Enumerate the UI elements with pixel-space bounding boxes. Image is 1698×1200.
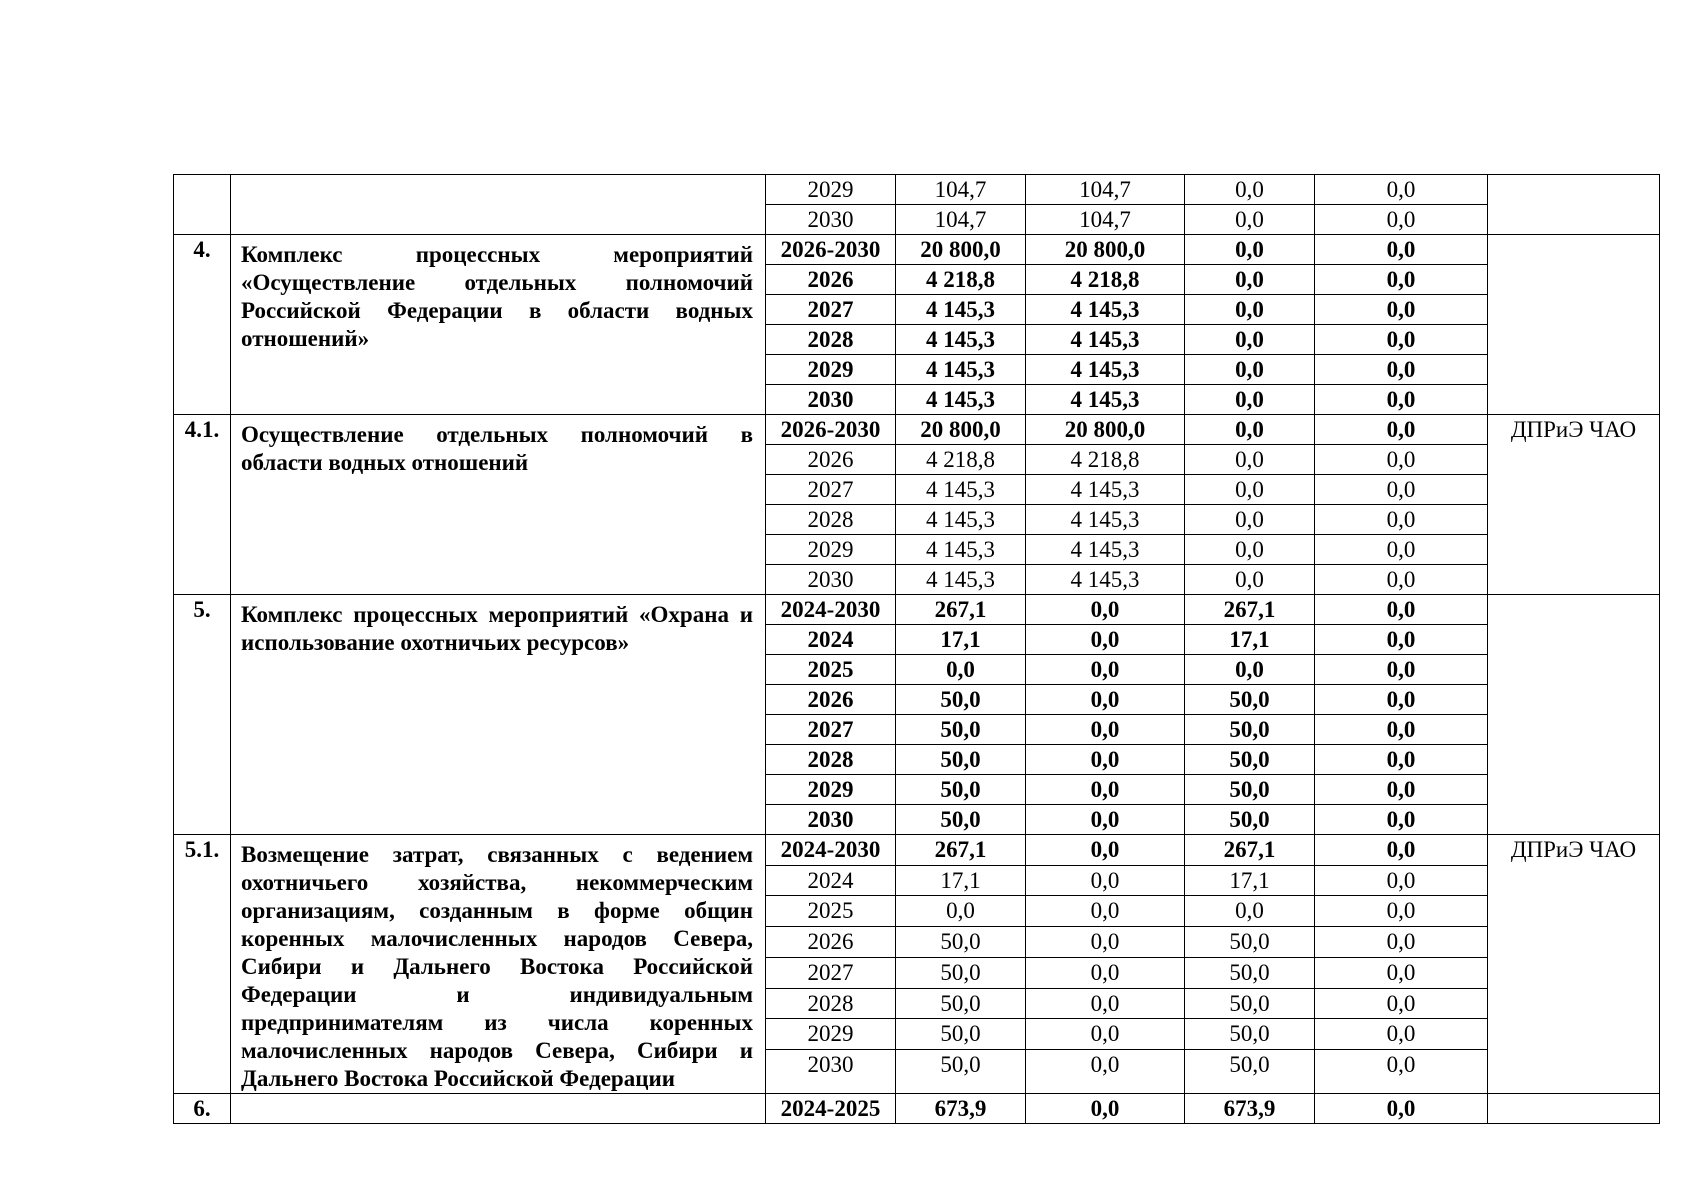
year-cell: 2024-2030 (766, 835, 896, 866)
regional-budget-cell: 0,0 (1185, 475, 1315, 505)
other-sources-cell: 0,0 (1315, 1049, 1488, 1093)
other-sources-cell: 0,0 (1315, 957, 1488, 988)
total-cell: 50,0 (896, 927, 1026, 958)
year-cell: 2029 (766, 535, 896, 565)
year-cell: 2026 (766, 265, 896, 295)
other-sources-cell: 0,0 (1315, 745, 1488, 775)
regional-budget-cell: 17,1 (1185, 625, 1315, 655)
regional-budget-cell: 0,0 (1185, 535, 1315, 565)
other-sources-cell: 0,0 (1315, 205, 1488, 235)
other-sources-cell: 0,0 (1315, 445, 1488, 475)
total-cell: 50,0 (896, 775, 1026, 805)
item-name (231, 1094, 766, 1124)
total-cell: 50,0 (896, 957, 1026, 988)
total-cell: 4 145,3 (896, 295, 1026, 325)
federal-budget-cell: 0,0 (1026, 745, 1185, 775)
year-cell: 2029 (766, 1019, 896, 1050)
year-cell: 2029 (766, 775, 896, 805)
total-cell: 4 145,3 (896, 535, 1026, 565)
item-number (174, 175, 231, 235)
total-cell: 50,0 (896, 685, 1026, 715)
other-sources-cell: 0,0 (1315, 265, 1488, 295)
funding-table-body (174, 175, 1660, 1124)
total-cell: 267,1 (896, 835, 1026, 866)
year-cell: 2027 (766, 715, 896, 745)
table-row (174, 835, 1660, 866)
federal-budget-cell: 0,0 (1026, 655, 1185, 685)
federal-budget-cell: 20 800,0 (1026, 415, 1185, 445)
federal-budget-cell: 0,0 (1026, 805, 1185, 835)
total-cell: 50,0 (896, 715, 1026, 745)
regional-budget-cell: 50,0 (1185, 988, 1315, 1019)
federal-budget-cell: 0,0 (1026, 1094, 1185, 1124)
regional-budget-cell: 267,1 (1185, 595, 1315, 625)
table-row (174, 235, 1660, 265)
other-sources-cell: 0,0 (1315, 625, 1488, 655)
regional-budget-cell: 0,0 (1185, 265, 1315, 295)
year-cell: 2026-2030 (766, 415, 896, 445)
regional-budget-cell: 0,0 (1185, 505, 1315, 535)
funding-table (173, 174, 1660, 1124)
total-cell: 4 145,3 (896, 355, 1026, 385)
federal-budget-cell: 4 145,3 (1026, 295, 1185, 325)
regional-budget-cell: 0,0 (1185, 385, 1315, 415)
year-cell: 2026 (766, 927, 896, 958)
regional-budget-cell: 0,0 (1185, 655, 1315, 685)
item-name: Возмещение затрат, связанных с ведением охотничьего хозяйства, некоммерческим организациям, созданным в форме общин коренных малочисленных народов Севера, Сибири и Дальнего Востока Российской Федерации и индивидуальным предпринимателям из числа коренных малочисленных народов Севера, Сибири и Дальнего Востока Российской Федерации (231, 835, 766, 1094)
federal-budget-cell: 20 800,0 (1026, 235, 1185, 265)
federal-budget-cell: 0,0 (1026, 1019, 1185, 1050)
total-cell: 4 218,8 (896, 445, 1026, 475)
year-cell: 2025 (766, 896, 896, 927)
regional-budget-cell: 0,0 (1185, 355, 1315, 385)
total-cell: 104,7 (896, 205, 1026, 235)
year-cell: 2030 (766, 385, 896, 415)
year-cell: 2024-2030 (766, 595, 896, 625)
year-cell: 2027 (766, 475, 896, 505)
year-cell: 2027 (766, 295, 896, 325)
regional-budget-cell: 0,0 (1185, 295, 1315, 325)
other-sources-cell: 0,0 (1315, 475, 1488, 505)
year-cell: 2027 (766, 957, 896, 988)
item-name (231, 175, 766, 235)
other-sources-cell: 0,0 (1315, 1094, 1488, 1124)
year-cell: 2025 (766, 655, 896, 685)
item-name: Комплекс процессных мероприятий «Охрана и использование охотничьих ресурсов» (231, 595, 766, 835)
other-sources-cell: 0,0 (1315, 295, 1488, 325)
item-number: 4.1. (174, 415, 231, 595)
federal-budget-cell: 4 145,3 (1026, 505, 1185, 535)
total-cell: 20 800,0 (896, 415, 1026, 445)
total-cell: 4 145,3 (896, 325, 1026, 355)
regional-budget-cell: 0,0 (1185, 445, 1315, 475)
year-cell: 2029 (766, 175, 896, 205)
year-cell: 2028 (766, 505, 896, 535)
regional-budget-cell: 0,0 (1185, 896, 1315, 927)
other-sources-cell: 0,0 (1315, 835, 1488, 866)
regional-budget-cell: 0,0 (1185, 325, 1315, 355)
year-cell: 2024 (766, 625, 896, 655)
item-number: 4. (174, 235, 231, 415)
executor-cell (1488, 175, 1660, 235)
regional-budget-cell: 0,0 (1185, 565, 1315, 595)
regional-budget-cell: 0,0 (1185, 415, 1315, 445)
federal-budget-cell: 4 145,3 (1026, 355, 1185, 385)
year-cell: 2030 (766, 805, 896, 835)
total-cell: 17,1 (896, 625, 1026, 655)
federal-budget-cell: 0,0 (1026, 625, 1185, 655)
federal-budget-cell: 0,0 (1026, 595, 1185, 625)
regional-budget-cell: 50,0 (1185, 685, 1315, 715)
other-sources-cell: 0,0 (1315, 685, 1488, 715)
federal-budget-cell: 0,0 (1026, 896, 1185, 927)
item-name: Комплекс процессных мероприятий «Осуществление отдельных полномочий Российской Федерации в области водных отношений» (231, 235, 766, 415)
federal-budget-cell: 4 145,3 (1026, 565, 1185, 595)
year-cell: 2028 (766, 745, 896, 775)
other-sources-cell: 0,0 (1315, 865, 1488, 896)
other-sources-cell: 0,0 (1315, 355, 1488, 385)
regional-budget-cell: 50,0 (1185, 805, 1315, 835)
federal-budget-cell: 4 218,8 (1026, 265, 1185, 295)
regional-budget-cell: 50,0 (1185, 1019, 1315, 1050)
item-number: 6. (174, 1094, 231, 1124)
executor-cell (1488, 1094, 1660, 1124)
table-row (174, 595, 1660, 625)
regional-budget-cell: 50,0 (1185, 957, 1315, 988)
item-number: 5. (174, 595, 231, 835)
federal-budget-cell: 0,0 (1026, 865, 1185, 896)
federal-budget-cell: 0,0 (1026, 835, 1185, 866)
executor-cell (1488, 595, 1660, 835)
regional-budget-cell: 0,0 (1185, 175, 1315, 205)
year-cell: 2026 (766, 685, 896, 715)
federal-budget-cell: 104,7 (1026, 175, 1185, 205)
other-sources-cell: 0,0 (1315, 988, 1488, 1019)
executor-cell: ДПРиЭ ЧАО (1488, 835, 1660, 1094)
regional-budget-cell: 0,0 (1185, 205, 1315, 235)
total-cell: 50,0 (896, 988, 1026, 1019)
year-cell: 2024-2025 (766, 1094, 896, 1124)
other-sources-cell: 0,0 (1315, 655, 1488, 685)
total-cell: 4 145,3 (896, 505, 1026, 535)
federal-budget-cell: 104,7 (1026, 205, 1185, 235)
year-cell: 2029 (766, 355, 896, 385)
total-cell: 4 145,3 (896, 475, 1026, 505)
other-sources-cell: 0,0 (1315, 1019, 1488, 1050)
year-cell: 2026 (766, 445, 896, 475)
total-cell: 50,0 (896, 1049, 1026, 1093)
federal-budget-cell: 0,0 (1026, 1049, 1185, 1093)
item-number: 5.1. (174, 835, 231, 1094)
total-cell: 673,9 (896, 1094, 1026, 1124)
federal-budget-cell: 0,0 (1026, 715, 1185, 745)
year-cell: 2024 (766, 865, 896, 896)
executor-cell (1488, 235, 1660, 415)
executor-cell: ДПРиЭ ЧАО (1488, 415, 1660, 595)
federal-budget-cell: 4 218,8 (1026, 445, 1185, 475)
regional-budget-cell: 50,0 (1185, 745, 1315, 775)
other-sources-cell: 0,0 (1315, 385, 1488, 415)
other-sources-cell: 0,0 (1315, 805, 1488, 835)
other-sources-cell: 0,0 (1315, 595, 1488, 625)
total-cell: 0,0 (896, 896, 1026, 927)
table-row (174, 415, 1660, 445)
regional-budget-cell: 673,9 (1185, 1094, 1315, 1124)
federal-budget-cell: 4 145,3 (1026, 385, 1185, 415)
year-cell: 2028 (766, 325, 896, 355)
regional-budget-cell: 50,0 (1185, 1049, 1315, 1093)
regional-budget-cell: 50,0 (1185, 775, 1315, 805)
total-cell: 50,0 (896, 1019, 1026, 1050)
year-cell: 2030 (766, 205, 896, 235)
year-cell: 2028 (766, 988, 896, 1019)
other-sources-cell: 0,0 (1315, 535, 1488, 565)
year-cell: 2030 (766, 1049, 896, 1093)
regional-budget-cell: 50,0 (1185, 927, 1315, 958)
total-cell: 50,0 (896, 745, 1026, 775)
other-sources-cell: 0,0 (1315, 235, 1488, 265)
item-name: Осуществление отдельных полномочий в области водных отношений (231, 415, 766, 595)
other-sources-cell: 0,0 (1315, 715, 1488, 745)
federal-budget-cell: 0,0 (1026, 957, 1185, 988)
other-sources-cell: 0,0 (1315, 175, 1488, 205)
other-sources-cell: 0,0 (1315, 927, 1488, 958)
other-sources-cell: 0,0 (1315, 896, 1488, 927)
federal-budget-cell: 0,0 (1026, 775, 1185, 805)
regional-budget-cell: 0,0 (1185, 235, 1315, 265)
total-cell: 50,0 (896, 805, 1026, 835)
total-cell: 267,1 (896, 595, 1026, 625)
total-cell: 17,1 (896, 865, 1026, 896)
federal-budget-cell: 0,0 (1026, 685, 1185, 715)
total-cell: 4 145,3 (896, 565, 1026, 595)
other-sources-cell: 0,0 (1315, 325, 1488, 355)
federal-budget-cell: 0,0 (1026, 927, 1185, 958)
total-cell: 104,7 (896, 175, 1026, 205)
other-sources-cell: 0,0 (1315, 775, 1488, 805)
year-cell: 2030 (766, 565, 896, 595)
regional-budget-cell: 50,0 (1185, 715, 1315, 745)
table-row (174, 1094, 1660, 1124)
federal-budget-cell: 4 145,3 (1026, 535, 1185, 565)
other-sources-cell: 0,0 (1315, 565, 1488, 595)
federal-budget-cell: 0,0 (1026, 988, 1185, 1019)
other-sources-cell: 0,0 (1315, 505, 1488, 535)
total-cell: 20 800,0 (896, 235, 1026, 265)
federal-budget-cell: 4 145,3 (1026, 325, 1185, 355)
other-sources-cell: 0,0 (1315, 415, 1488, 445)
federal-budget-cell: 4 145,3 (1026, 475, 1185, 505)
table-row (174, 175, 1660, 205)
regional-budget-cell: 17,1 (1185, 865, 1315, 896)
total-cell: 4 218,8 (896, 265, 1026, 295)
total-cell: 0,0 (896, 655, 1026, 685)
year-cell: 2026-2030 (766, 235, 896, 265)
total-cell: 4 145,3 (896, 385, 1026, 415)
regional-budget-cell: 267,1 (1185, 835, 1315, 866)
